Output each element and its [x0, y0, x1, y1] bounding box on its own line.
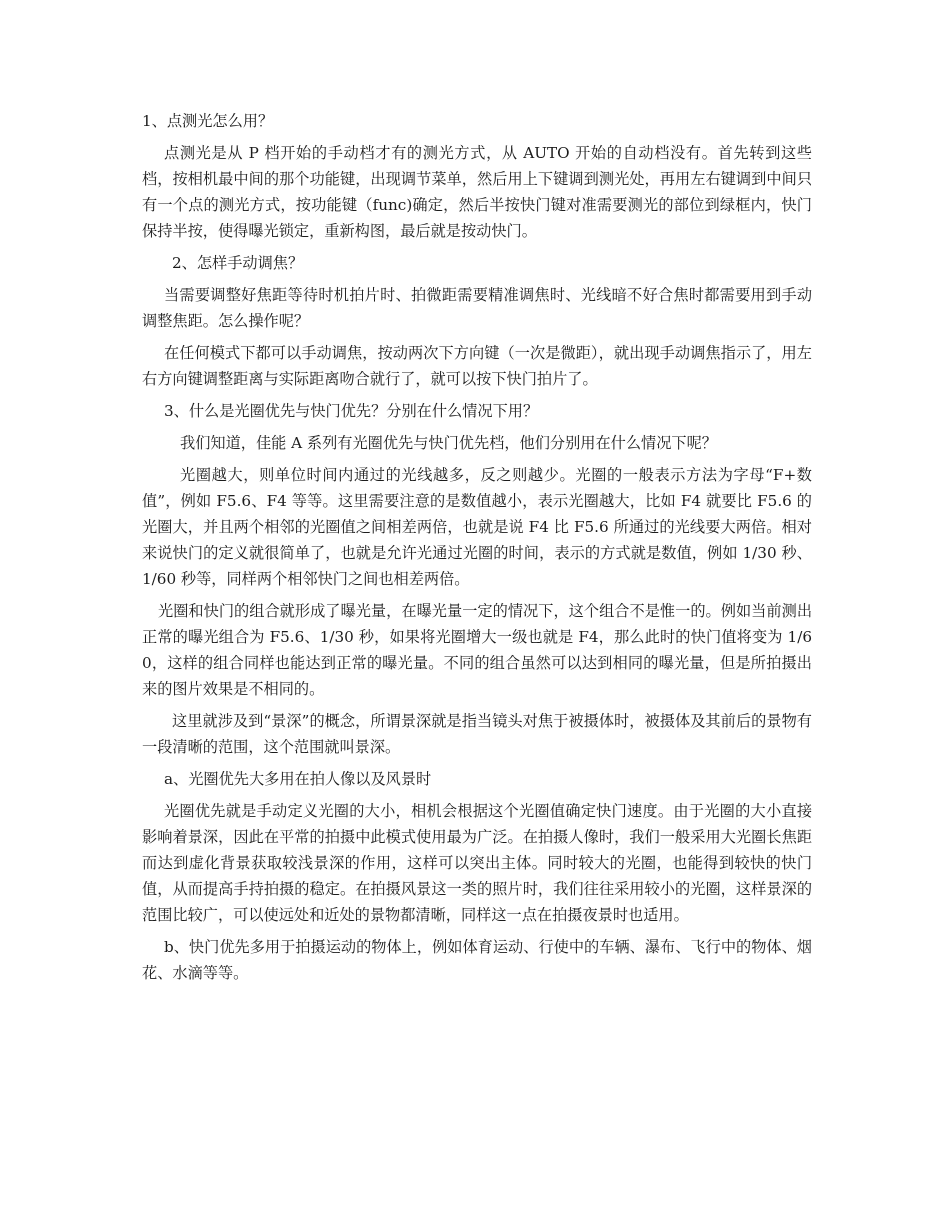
document-body	[142, 108, 812, 992]
paragraph-manual-focus-how: 在任何模式下都可以手动调焦，按动两次下方向键（一次是微距），就出现手动调焦指示了，用左右方向键调整距离与实际距离吻合就行了，就可以按下快门拍片了。	[142, 344, 812, 388]
paragraph-spot-metering: 点测光是从 P 档开始的手动档才有的测光方式，从 AUTO 开始的自动档没有。首先转到这些档，按相机最中间的那个功能键，出现调节菜单，然后用上下键调到测光处，再用左右键调到中间只有一个点的测光方式，按功能键（func)确定，然后半按快门键对准需要测光的部位到绿框内，快门保持半按，使得曝光锁定，重新构图，最后就是按动快门。	[142, 144, 812, 240]
paragraph-manual-focus-when: 当需要调整好焦距等待时机拍片时、拍微距需要精准调焦时、光线暗不好合焦时都需要用到手动调整焦距。怎么操作呢？	[142, 286, 812, 330]
paragraph-aperture-definition: 光圈越大，则单位时间内通过的光线越多，反之则越少。光圈的一般表示方法为字母“F+数值”，例如 F5.6、F4 等等。这里需要注意的是数值越小，表示光圈越大，比如 F4 就要比 F5.6 的光圈大，并且两个相邻的光圈值之间相差两倍，也就是说 F4 比 F5.6 所通过的光线要大两倍。相对来说快门的定义就很简单了，也就是允许光通过光圈的时间，表示的方式就是数值，例如 1/30 秒、1/60 秒等，同样两个相邻快门之间也相差两倍。	[142, 466, 812, 588]
paragraph-shutter-priority: b、快门优先多用于拍摄运动的物体上，例如体育运动、行使中的车辆、瀑布、飞行中的物体、烟花、水滴等等。	[142, 938, 812, 982]
heading-aperture-shutter-priority: 3、什么是光圈优先与快门优先？分别在什么情况下用？	[164, 402, 539, 420]
paragraph-depth-of-field: 这里就涉及到“景深”的概念，所谓景深就是指当镜头对焦于被摄体时，被摄体及其前后的景物有一段清晰的范围，这个范围就叫景深。	[142, 712, 812, 756]
paragraph-aperture-priority: 光圈优先就是手动定义光圈的大小，相机会根据这个光圈值确定快门速度。由于光圈的大小直接影响着景深，因此在平常的拍摄中此模式使用最为广泛。在拍摄人像时，我们一般采用大光圈长焦距而达到虚化背景获取较浅景深的作用，这样可以突出主体。同时较大的光圈，也能得到较快的快门值，从而提高手持拍摄的稳定。在拍摄风景这一类的照片时，我们往往采用较小的光圈，这样景深的范围比较广，可以使远处和近处的景物都清晰，同样这一点在拍摄夜景时也适用。	[142, 802, 812, 924]
heading-spot-metering: 1、点测光怎么用？	[142, 112, 274, 130]
paragraph-exposure-combination: 光圈和快门的组合就形成了曝光量，在曝光量一定的情况下，这个组合不是惟一的。例如当前测出正常的曝光组合为 F5.6、1/30 秒，如果将光圈增大一级也就是 F4，那么此时的快门值将变为 1/60，这样的组合同样也能达到正常的曝光量。不同的组合虽然可以达到相同的曝光量，但是所拍摄出来的图片效果是不相同的。	[142, 602, 812, 698]
heading-aperture-priority: a、光圈优先大多用在拍人像以及风景时	[164, 770, 432, 788]
heading-manual-focus: 2、怎样手动调焦？	[172, 254, 304, 272]
paragraph-a-series-modes: 我们知道，佳能 A 系列有光圈优先与快门优先档，他们分别用在什么情况下呢？	[180, 434, 717, 452]
